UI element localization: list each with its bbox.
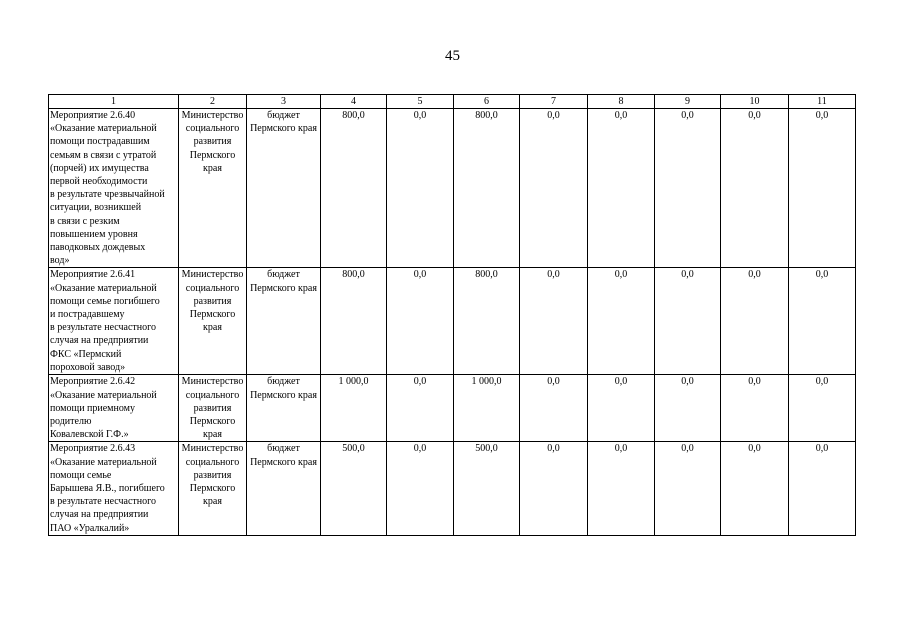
table-row <box>49 442 856 535</box>
event-line: Мероприятие 2.6.41 <box>50 269 136 281</box>
executor-line: Пермского <box>189 149 236 161</box>
table-row <box>49 268 856 375</box>
column-header: 2 <box>179 95 247 109</box>
executor-line: социального <box>185 123 240 135</box>
executor-cell <box>179 268 247 375</box>
value-cell: 800,0 <box>321 268 387 375</box>
event-cell <box>49 375 179 442</box>
source-line: бюджет <box>267 443 300 455</box>
value-cell: 0,0 <box>655 268 721 375</box>
event-line: ФКС «Пермский <box>50 348 122 360</box>
value-cell: 0,0 <box>588 442 655 535</box>
executor-line: развития <box>193 136 232 148</box>
value-cell: 800,0 <box>454 268 520 375</box>
event-cell <box>49 268 179 375</box>
value-cell: 0,0 <box>387 375 454 442</box>
value-cell: 0,0 <box>721 442 789 535</box>
value-cell: 0,0 <box>789 109 856 268</box>
source-line: Пермского края <box>250 123 317 135</box>
event-line: пороховой завод» <box>50 361 126 373</box>
source-line: Пермского края <box>250 389 317 401</box>
page-number: 45 <box>445 48 460 64</box>
value-cell: 0,0 <box>588 375 655 442</box>
column-header: 10 <box>721 95 789 109</box>
source-line: Пермского края <box>250 456 317 468</box>
event-line: «Оказание материальной <box>50 456 157 468</box>
source-cell <box>247 109 321 268</box>
executor-line: развития <box>193 295 232 307</box>
executor-cell <box>179 109 247 268</box>
value-cell: 0,0 <box>588 109 655 268</box>
column-header: 11 <box>789 95 856 109</box>
event-line: семьям в связи с утратой <box>50 149 157 161</box>
value-cell: 1 000,0 <box>454 375 520 442</box>
source-line: бюджет <box>267 269 300 281</box>
value-cell: 0,0 <box>655 109 721 268</box>
executor-line: Министерство <box>181 269 244 281</box>
event-cell <box>49 109 179 268</box>
value-cell: 0,0 <box>789 268 856 375</box>
value-cell: 0,0 <box>387 109 454 268</box>
column-header: 3 <box>247 95 321 109</box>
value-cell: 0,0 <box>721 375 789 442</box>
event-line: «Оказание материальной <box>50 123 157 135</box>
value-cell: 800,0 <box>454 109 520 268</box>
event-line: паводковых дождевых <box>50 242 146 254</box>
event-line: Ковалевской Г.Ф.» <box>50 429 129 441</box>
column-header: 5 <box>387 95 454 109</box>
executor-line: края <box>203 162 222 174</box>
table-row <box>49 375 856 442</box>
event-line: помощи пострадавшим <box>50 136 150 148</box>
event-line: случая на предприятии <box>50 335 149 347</box>
value-cell: 0,0 <box>520 375 588 442</box>
value-cell: 0,0 <box>655 375 721 442</box>
value-cell: 0,0 <box>588 268 655 375</box>
value-cell: 0,0 <box>520 442 588 535</box>
column-header: 7 <box>520 95 588 109</box>
event-line: Мероприятие 2.6.40 <box>50 110 136 121</box>
executor-line: Пермского <box>189 309 236 321</box>
event-line: в связи с резким <box>50 215 120 227</box>
value-cell: 800,0 <box>321 109 387 268</box>
event-line: «Оказание материальной <box>50 282 157 294</box>
event-line: помощи семье погибшего <box>50 295 160 307</box>
event-line: Барышева Я.В., погибшего <box>50 483 165 495</box>
value-cell: 0,0 <box>721 268 789 375</box>
executor-line: Министерство <box>181 376 244 388</box>
executor-line: развития <box>193 402 232 414</box>
executor-line: Пермского <box>189 483 236 495</box>
event-line: «Оказание материальной <box>50 389 157 401</box>
column-header: 1 <box>49 95 179 109</box>
executor-cell <box>179 442 247 535</box>
value-cell: 0,0 <box>721 109 789 268</box>
event-line: (порчей) их имущества <box>50 162 149 174</box>
source-line: бюджет <box>267 110 300 121</box>
column-header: 6 <box>454 95 520 109</box>
column-header: 4 <box>321 95 387 109</box>
executor-line: социального <box>185 456 240 468</box>
value-cell: 0,0 <box>655 442 721 535</box>
event-line: в результате чрезвычайной <box>50 189 165 201</box>
executor-line: социального <box>185 282 240 294</box>
source-line: бюджет <box>267 376 300 388</box>
event-line: помощи семье <box>50 469 112 481</box>
executor-line: края <box>203 322 222 334</box>
event-line: случая на предприятии <box>50 509 149 521</box>
executor-line: Министерство <box>181 443 244 455</box>
column-header: 8 <box>588 95 655 109</box>
event-line: вод» <box>50 255 70 267</box>
event-line: и пострадавшему <box>50 309 125 321</box>
executor-line: края <box>203 496 222 508</box>
event-line: ПАО «Уралкалий» <box>50 522 130 534</box>
event-cell <box>49 442 179 535</box>
header-row <box>49 95 856 109</box>
event-line: повышением уровня <box>50 228 138 240</box>
value-cell: 0,0 <box>789 375 856 442</box>
value-cell: 0,0 <box>387 268 454 375</box>
value-cell: 1 000,0 <box>321 375 387 442</box>
event-line: в результате несчастного <box>50 496 156 508</box>
executor-cell <box>179 375 247 442</box>
value-cell: 500,0 <box>454 442 520 535</box>
event-line: родителю <box>50 416 92 428</box>
event-line: Мероприятие 2.6.43 <box>50 443 136 455</box>
executor-line: социального <box>185 389 240 401</box>
value-cell: 0,0 <box>520 268 588 375</box>
event-line: ситуации, возникшей <box>50 202 142 214</box>
column-header: 9 <box>655 95 721 109</box>
value-cell: 0,0 <box>520 109 588 268</box>
program-table <box>48 94 856 536</box>
source-cell <box>247 442 321 535</box>
event-line: помощи приемному <box>50 402 135 414</box>
table-row <box>49 109 856 268</box>
source-cell <box>247 268 321 375</box>
source-line: Пермского края <box>250 282 317 294</box>
executor-line: края <box>203 429 222 441</box>
executor-line: развития <box>193 469 232 481</box>
value-cell: 0,0 <box>387 442 454 535</box>
source-cell <box>247 375 321 442</box>
event-line: Мероприятие 2.6.42 <box>50 376 136 388</box>
executor-line: Пермского <box>189 416 236 428</box>
event-line: в результате несчастного <box>50 322 156 334</box>
value-cell: 0,0 <box>789 442 856 535</box>
value-cell: 500,0 <box>321 442 387 535</box>
executor-line: Министерство <box>181 110 244 121</box>
event-line: первой необходимости <box>50 176 148 188</box>
